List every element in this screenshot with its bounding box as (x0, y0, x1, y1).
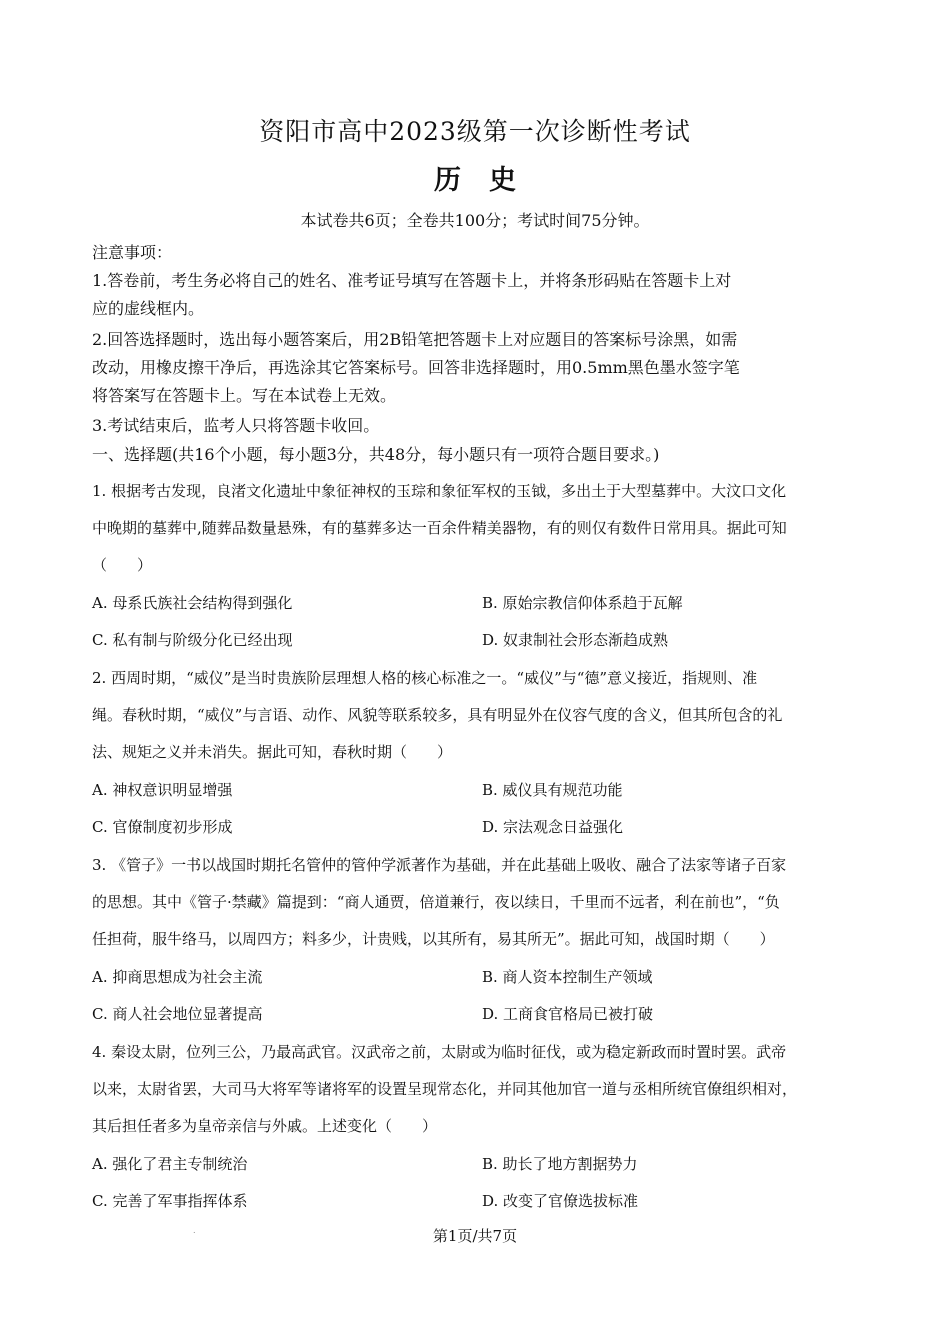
notice-line: 将答案写在答题卡上。写在本试卷上无效。 (92, 386, 397, 405)
notice-line: 2.回答选择题时，选出每小题答案后，用2B铅笔把答题卡上对应题目的答案标号涂黑，如需 (92, 330, 738, 349)
question-2-option-a[interactable]: A. 神权意识明显增强 (92, 781, 233, 799)
question-3-option-d[interactable]: D. 工商食官格局已被打破 (482, 1005, 654, 1023)
question-1-line: 1. 根据考古发现，良渚文化遗址中象征神权的玉琮和象征军权的玉钺，多出土于大型墓葬中。大汶口文化 (92, 482, 787, 500)
question-4-option-c[interactable]: C. 完善了军事指挥体系 (92, 1192, 248, 1210)
question-4-line: 其后担任者多为皇帝亲信与外戚。上述变化（ ） (92, 1117, 438, 1135)
subject-title: 历史 (434, 165, 544, 196)
question-2-line: 法、规矩之义并未消失。据此可知，春秋时期（ ） (92, 743, 453, 761)
question-2-line: 绳。春秋时期，“威仪”与言语、动作、风貌等联系较多，具有明显外在仪容气度的含义，但其所包含的礼 (92, 706, 783, 724)
question-4-line: 以来，太尉省罢，大司马大将军等诸将军的设置呈现常态化，并同其他加官一道与丞相所统官僚组织相对， (92, 1080, 798, 1098)
question-4-option-a[interactable]: A. 强化了君主专制统治 (92, 1155, 248, 1173)
question-3-line: 3. 《管子》一书以战国时期托名管仲的管仲学派著作为基础，并在此基础上吸收、融合了法家等诸子百家 (92, 856, 787, 874)
question-2-line: 2. 西周时期，“威仪”是当时贵族阶层理想人格的核心标准之一。“威仪”与“德”意义接近，指规则、准 (92, 669, 758, 687)
notice-line: 改动，用橡皮擦干净后，再选涂其它答案标号。回答非选择题时，用0.5mm黑色墨水签字笔 (92, 358, 740, 377)
question-1-option-b[interactable]: B. 原始宗教信仰体系趋于瓦解 (482, 594, 683, 612)
notice-heading: 注意事项： (92, 243, 173, 262)
question-2-option-d[interactable]: D. 宗法观念日益强化 (482, 818, 624, 836)
notice-line: 1.答卷前，考生务必将自己的姓名、准考证号填写在答题卡上，并将条形码贴在答题卡上对 (92, 271, 732, 290)
question-1-option-a[interactable]: A. 母系氏族社会结构得到强化 (92, 594, 293, 612)
question-1-line: 中晚期的墓葬中,随葬品数量悬殊，有的墓葬多达一百余件精美器物，有的则仅有数件日常用具。据此可知 (92, 519, 787, 537)
question-3-line: 的思想。其中《管子·禁藏》篇提到：“商人通贾，倍道兼行，夜以续日，千里而不远者，利在前也”，“负 (92, 893, 780, 911)
exam-title: 资阳市高中2023级第一次诊断性考试 (259, 117, 691, 146)
exam-info: 本试卷共6页；全卷共100分；考试时间75分钟。 (300, 211, 650, 230)
question-2-option-b[interactable]: B. 威仪具有规范功能 (482, 781, 623, 799)
page-footer: 第1页/共7页 (432, 1227, 518, 1245)
question-3-option-b[interactable]: B. 商人资本控制生产领域 (482, 968, 653, 986)
footer-mark: . (193, 1226, 196, 1235)
question-2-option-c[interactable]: C. 官僚制度初步形成 (92, 818, 233, 836)
question-3-option-a[interactable]: A. 抑商思想成为社会主流 (92, 968, 263, 986)
notice-line: 应的虚线框内。 (92, 299, 205, 318)
question-3-line: 任担荷，服牛络马，以周四方；料多少，计贵贱，以其所有，易其所无”。据此可知，战国时期（ ） (92, 930, 775, 948)
question-4-line: 4. 秦设太尉，位列三公，乃最高武官。汉武帝之前，太尉或为临时征伐，或为稳定新政而时置时罢。武帝 (92, 1043, 787, 1061)
question-1-line: （ ） (92, 556, 153, 574)
notice-line: 3.考试结束后，监考人只将答题卡收回。 (92, 416, 380, 435)
question-4-option-d[interactable]: D. 改变了官僚选拔标准 (482, 1192, 639, 1210)
question-3-option-c[interactable]: C. 商人社会地位显著提高 (92, 1005, 263, 1023)
section-heading: 一、选择题(共16个小题，每小题3分，共48分，每小题只有一项符合题目要求。) (92, 445, 660, 464)
question-1-option-c[interactable]: C. 私有制与阶级分化已经出现 (92, 631, 293, 649)
question-4-option-b[interactable]: B. 助长了地方割据势力 (482, 1155, 638, 1173)
question-1-option-d[interactable]: D. 奴隶制社会形态渐趋成熟 (482, 631, 669, 649)
